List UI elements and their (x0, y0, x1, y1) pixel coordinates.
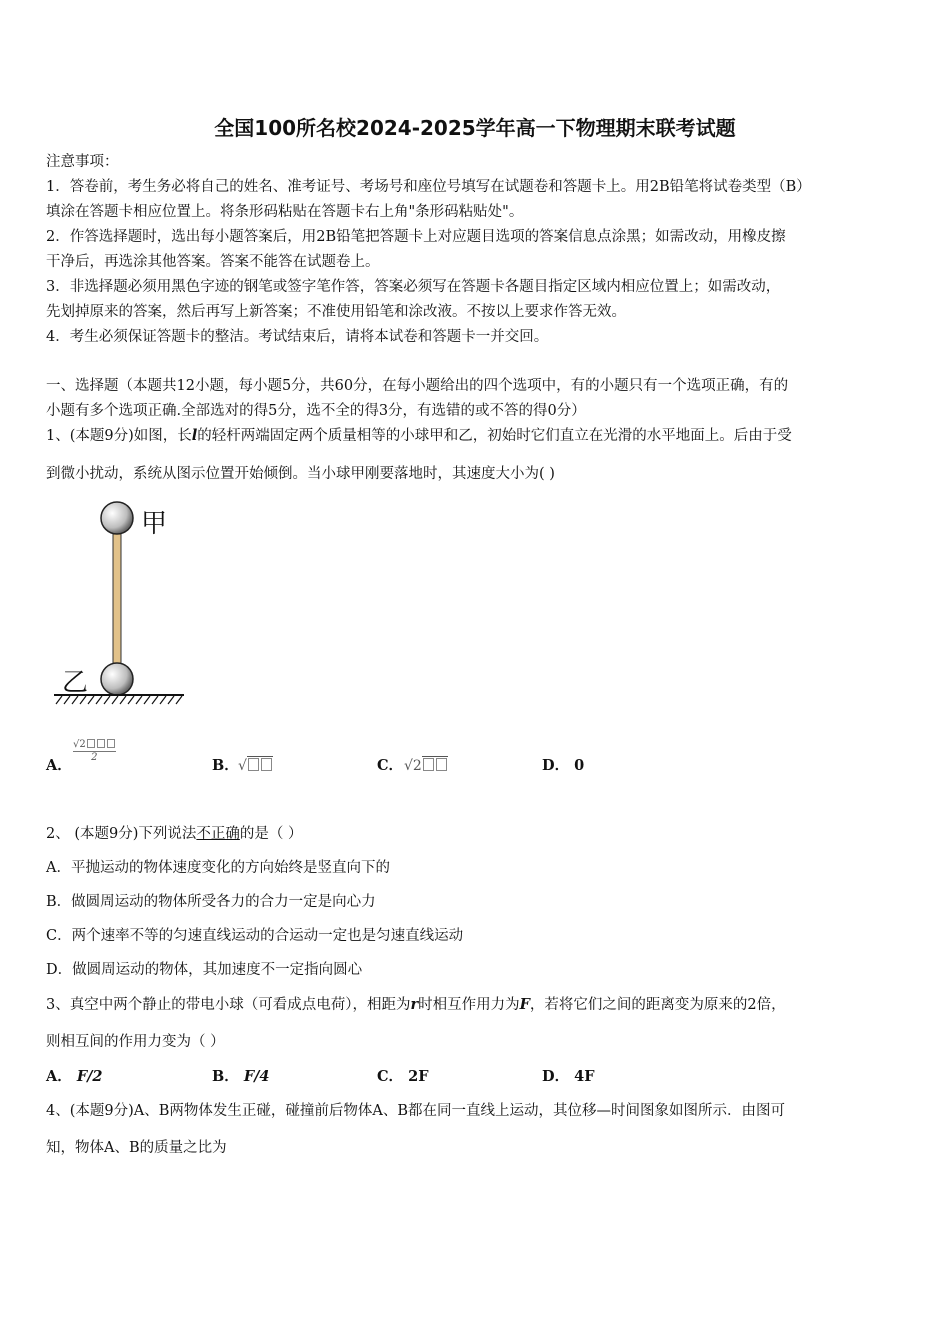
q1-stem-a: 1、(本题9分)如图，长 (46, 428, 192, 444)
option-a-label: A． (46, 757, 72, 774)
page-title: 全国100所名校2024-2025学年高一下物理期末联考试题 (214, 116, 736, 140)
option-d-value: 0 (574, 757, 585, 774)
q3-option-c-label: C． (377, 1068, 404, 1085)
option-c-label: C． (377, 757, 404, 774)
q3-option-b (212, 1067, 270, 1087)
q4-stem-line2: 知，物体A、B的质量之比为 (46, 1140, 227, 1156)
q3-stem-c: ，若将它们之间的距离变为原来的2倍， (529, 997, 786, 1013)
label-yi: 乙 (62, 668, 89, 698)
q2-stem (46, 824, 302, 844)
q1-stem-line2: 到微小扰动，系统从图示位置开始倾倒。当小球甲刚要落地时，其速度大小为( ) (46, 466, 555, 482)
notice-heading: 注意事项： (46, 154, 119, 170)
q2-option-a: A．平抛运动的物体速度变化的方向始终是竖直向下的 (46, 860, 390, 876)
q2-option-d: D．做圆周运动的物体，其加速度不一定指向圆心 (46, 962, 363, 978)
notice-line: 填涂在答题卡相应位置上。将条形码粘贴在答题卡右上角"条形码粘贴处"。 (46, 204, 524, 220)
q3-option-c (377, 1067, 429, 1087)
q2-option-b: B．做圆周运动的物体所受各力的合力一定是向心力 (46, 894, 376, 910)
rod-ball-diagram (48, 498, 188, 713)
q3-option-a-value: F/2 (76, 1068, 103, 1085)
notice-line: 3．非选择题必须用黑色字迹的钢笔或签字笔作答，答案必须写在答题卡各题目指定区域内相应位置上；如需改动， (46, 279, 781, 295)
q3-stem-a: 3、真空中两个静止的带电小球（可看成点电荷），相距为 (46, 997, 411, 1013)
q1-stem-b: 的轻杆两端固定两个质量相等的小球甲和乙，初始时它们直立在光滑的水平地面上。后由于受 (197, 428, 792, 444)
option-b-label: B． (212, 757, 239, 774)
q3-stem-line2: 则相互间的作用力变为（ ） (46, 1034, 225, 1050)
q2-option-c: C．两个速率不等的匀速直线运动的合运动一定也是匀速直线运动 (46, 928, 464, 944)
option-a-fraction (73, 738, 116, 763)
q2-stem-underline: 不正确 (196, 826, 240, 842)
q3-option-d (542, 1067, 595, 1087)
option-c-radical: √2 (404, 758, 422, 774)
q3-option-a (46, 1067, 103, 1087)
notice-line: 1．答卷前，考生务必将自己的姓名、准考证号、考场号和座位号填写在试题卷和答题卡上。用2B铅笔将试卷类型（B） (46, 179, 811, 195)
ball-yi (101, 663, 133, 695)
rod (113, 528, 121, 668)
q3-option-a-label: A． (46, 1068, 72, 1085)
option-d-letter: D． (542, 757, 570, 774)
q3-var-r: r (410, 996, 419, 1013)
option-d-label (542, 756, 584, 776)
q1-stem-line1 (46, 426, 792, 446)
notice-line: 干净后，再选涂其他答案。答案不能答在试题卷上。 (46, 254, 380, 270)
q4-stem-line1: 4、(本题9分)A、B两物体发生正碰，碰撞前后物体A、B都在同一直线上运动，其位移—时间图象如图所示．由图可 (46, 1103, 786, 1119)
q2-stem-b: 的是（ ） (239, 826, 303, 842)
q3-option-b-label: B． (212, 1068, 239, 1085)
q3-option-c-value: 2F (408, 1068, 429, 1085)
option-c-value (404, 756, 448, 776)
q3-option-b-value: F/4 (243, 1068, 270, 1085)
section-heading: 一、选择题（本题共12小题，每小题5分，共60分，在每小题给出的四个选项中，有的小题只有一个选项正确，有的 (46, 378, 789, 394)
ball-jia (101, 502, 133, 534)
option-b-value (238, 756, 273, 776)
notice-line: 4．考生必须保证答题卡的整洁。考试结束后，请将本试卷和答题卡一并交回。 (46, 329, 549, 345)
q1-figure (48, 498, 188, 713)
option-a-den: 2 (73, 751, 116, 763)
option-b-radical: √ (238, 758, 247, 774)
option-a-num: √2 (73, 739, 86, 750)
q3-option-d-label: D． (542, 1068, 570, 1085)
q3-stem-line1 (46, 995, 786, 1015)
q3-option-d-value: 4F (574, 1068, 595, 1085)
label-jia: 甲 (141, 509, 168, 539)
q3-stem-b: 时相互作用力为 (418, 997, 520, 1013)
q2-stem-a: 2、 (本题9分)下列说法 (46, 826, 197, 842)
notice-line: 先划掉原来的答案，然后再写上新答案；不准使用铅笔和涂改液。不按以上要求作答无效。 (46, 304, 626, 320)
q3-var-F: F (519, 996, 530, 1013)
notice-line: 2．作答选择题时，选出每小题答案后，用2B铅笔把答题卡上对应题目选项的答案信息点涂黑；如需改动，用橡皮擦 (46, 229, 786, 245)
q1-var-l: l (191, 427, 198, 444)
section-heading-cont: 小题有多个选项正确.全部选对的得5分，选不全的得3分，有选错的或不答的得0分） (46, 403, 586, 419)
